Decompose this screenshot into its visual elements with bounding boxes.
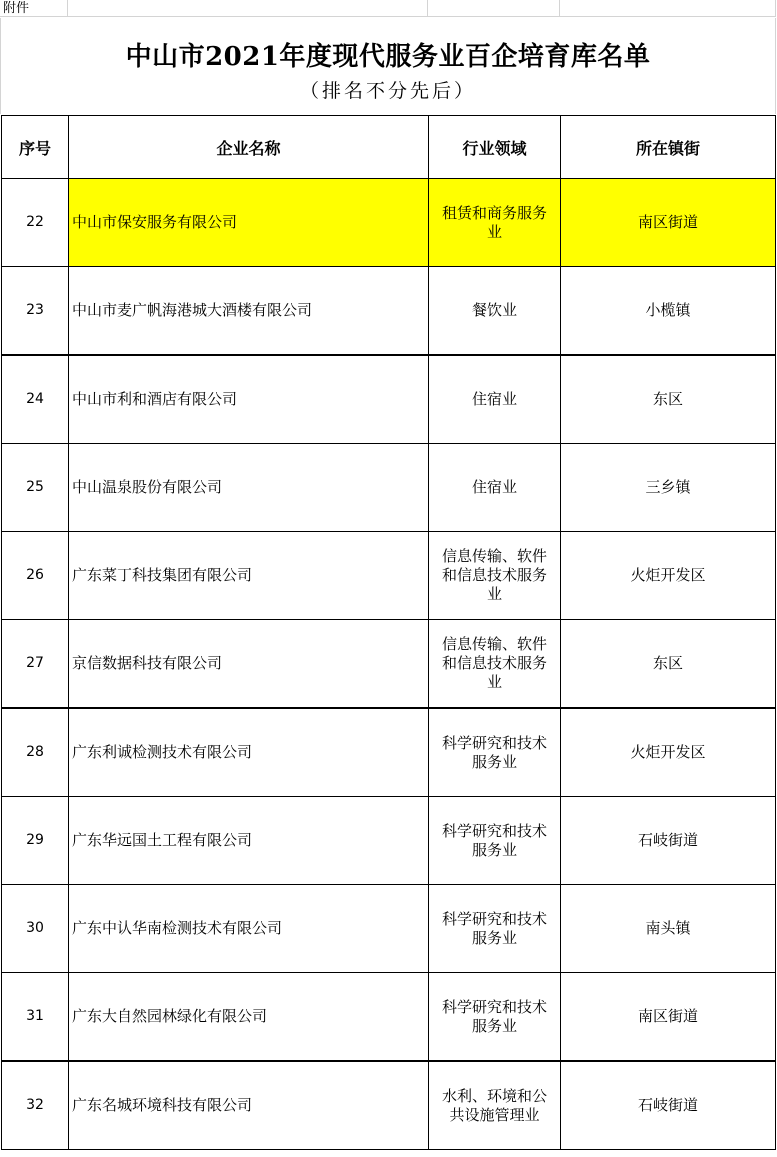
header-index: 序号 — [2, 116, 69, 179]
row-town: 石岐街道 — [561, 797, 776, 885]
industry-text: 住宿业 — [471, 478, 517, 496]
row-company: 广东名城环境科技有限公司 — [69, 1061, 429, 1150]
table-row — [2, 444, 776, 532]
row-town: 东区 — [561, 355, 776, 444]
row-industry — [429, 444, 561, 532]
header-industry: 行业领域 — [429, 116, 561, 179]
row-index: 31 — [2, 973, 69, 1062]
row-industry — [429, 179, 561, 267]
row-company: 广东大自然园林绿化有限公司 — [69, 973, 429, 1062]
row-index: 29 — [2, 797, 69, 885]
row-industry — [429, 267, 561, 356]
row-company: 广东菜丁科技集团有限公司 — [69, 532, 429, 620]
industry-text: 信息传输、软件和信息技术服务业 — [441, 635, 547, 691]
table-row — [2, 532, 776, 620]
industry-text: 科学研究和技术服务业 — [441, 733, 547, 771]
table-row — [2, 885, 776, 973]
row-industry — [429, 708, 561, 797]
row-index: 23 — [2, 267, 69, 356]
industry-text: 科学研究和技术服务业 — [441, 821, 547, 859]
row-town: 南区街道 — [561, 973, 776, 1062]
row-town: 小榄镇 — [561, 267, 776, 356]
row-town: 石岐街道 — [561, 1061, 776, 1150]
header-town: 所在镇街 — [561, 116, 776, 179]
table-row — [2, 973, 776, 1062]
row-index: 27 — [2, 620, 69, 709]
row-town: 东区 — [561, 620, 776, 709]
empty-cell — [560, 0, 776, 17]
header-company: 企业名称 — [69, 116, 429, 179]
row-index: 25 — [2, 444, 69, 532]
row-index: 28 — [2, 708, 69, 797]
row-index: 22 — [2, 179, 69, 267]
row-company: 中山市麦广帆海港城大酒楼有限公司 — [69, 267, 429, 356]
row-company: 中山温泉股份有限公司 — [69, 444, 429, 532]
table-row — [2, 1061, 776, 1150]
industry-text: 租赁和商务服务业 — [441, 203, 547, 241]
title-block — [0, 18, 776, 114]
top-row — [0, 0, 776, 18]
row-industry — [429, 885, 561, 973]
row-town: 南头镇 — [561, 885, 776, 973]
table-row — [2, 267, 776, 356]
row-company: 广东华远国土工程有限公司 — [69, 797, 429, 885]
row-industry — [429, 355, 561, 444]
row-town: 南区街道 — [561, 179, 776, 267]
table-row — [2, 179, 776, 267]
row-industry — [429, 620, 561, 709]
row-town: 三乡镇 — [561, 444, 776, 532]
row-town: 火炬开发区 — [561, 708, 776, 797]
header-row — [2, 116, 776, 179]
page-title: 中山市2021年度现代服务业百企培育库名单 — [125, 42, 651, 72]
row-industry — [429, 797, 561, 885]
industry-text: 餐饮业 — [471, 301, 517, 319]
row-index: 26 — [2, 532, 69, 620]
row-company: 广东中认华南检测技术有限公司 — [69, 885, 429, 973]
row-industry — [429, 973, 561, 1062]
row-index: 24 — [2, 355, 69, 444]
row-company: 中山市保安服务有限公司 — [69, 179, 429, 267]
attachment-label: 附件 — [0, 0, 68, 17]
page-subtitle: （排名不分先后） — [299, 80, 476, 102]
industry-text: 科学研究和技术服务业 — [441, 997, 547, 1035]
row-industry — [429, 1061, 561, 1150]
row-index: 30 — [2, 885, 69, 973]
row-company: 京信数据科技有限公司 — [69, 620, 429, 709]
empty-cell — [68, 0, 428, 17]
row-company: 中山市利和酒店有限公司 — [69, 355, 429, 444]
industry-text: 水利、环境和公共设施管理业 — [441, 1086, 547, 1124]
table-row — [2, 708, 776, 797]
table-row — [2, 355, 776, 444]
industry-text: 信息传输、软件和信息技术服务业 — [441, 547, 547, 603]
row-index: 32 — [2, 1061, 69, 1150]
table-row — [2, 620, 776, 709]
row-town: 火炬开发区 — [561, 532, 776, 620]
row-industry — [429, 532, 561, 620]
row-company: 广东利诚检测技术有限公司 — [69, 708, 429, 797]
empty-cell — [428, 0, 560, 17]
table-row — [2, 797, 776, 885]
industry-text: 住宿业 — [471, 390, 517, 408]
industry-text: 科学研究和技术服务业 — [441, 909, 547, 947]
company-list-table — [1, 115, 776, 1150]
